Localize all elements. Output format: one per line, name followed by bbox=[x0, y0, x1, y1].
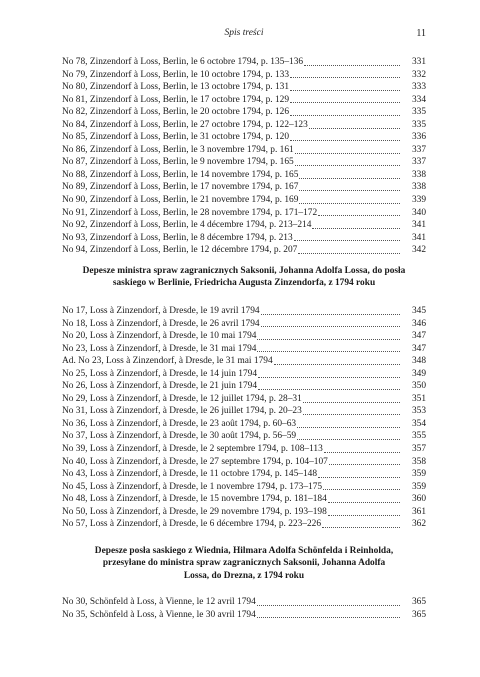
toc-entry-page: 362 bbox=[411, 519, 426, 530]
dot-leader bbox=[257, 343, 400, 352]
toc-entry bbox=[62, 94, 426, 107]
toc-list-zinzendorf-berlin bbox=[62, 56, 426, 257]
toc-entry-page: 342 bbox=[411, 245, 426, 256]
toc-entry-page: 365 bbox=[411, 609, 426, 620]
toc-entry-title: No 87, Zinzendorf à Loss, Berlin, le 9 novembre 1794, p. 165 bbox=[62, 157, 294, 168]
toc-entry-page: 335 bbox=[411, 119, 426, 130]
toc-entry bbox=[62, 194, 426, 207]
toc-entry bbox=[62, 69, 426, 82]
dot-leader bbox=[318, 469, 400, 478]
toc-entry bbox=[62, 144, 426, 157]
toc-entry-title: No 45, Loss à Zinzendorf, à Dresde, le 1 novembre 1794, p. 173–175 bbox=[62, 481, 323, 492]
toc-entry-title: No 20, Loss à Zinzendorf, à Dresde, le 10 mai 1794 bbox=[62, 331, 257, 342]
toc-entry-page: 353 bbox=[411, 406, 426, 417]
toc-entry bbox=[62, 219, 426, 232]
dot-leader bbox=[322, 519, 400, 528]
toc-entry bbox=[62, 405, 426, 418]
toc-entry bbox=[62, 468, 426, 481]
toc-entry-title: No 36, Loss à Zinzendorf, à Dresde, le 23 août 1794, p. 60–63 bbox=[62, 418, 297, 429]
toc-entry bbox=[62, 207, 426, 220]
toc-entry bbox=[62, 181, 426, 194]
toc-entry-title: No 81, Zinzendorf à Loss, Berlin, le 17 octobre 1794, p. 129 bbox=[62, 94, 290, 105]
section-heading-line: przesyłane do ministra spraw zagranicznych Saksonii, Johanna Adolfa bbox=[102, 558, 386, 569]
toc-entry-title: No 39, Loss à Zinzendorf, à Dresde, le 2 septembre 1794, p. 108–113 bbox=[62, 444, 323, 455]
toc-entry-title: No 25, Loss à Zinzendorf, à Dresde, le 14 juin 1794 bbox=[62, 368, 258, 379]
toc-entry-title: No 82, Zinzendorf à Loss, Berlin, le 20 octobre 1794, p. 126 bbox=[62, 107, 290, 118]
dot-leader bbox=[303, 394, 400, 403]
dot-leader bbox=[290, 82, 400, 91]
toc-entry bbox=[62, 456, 426, 469]
toc-entry-title: No 26, Loss à Zinzendorf, à Dresde, le 21 juin 1794 bbox=[62, 381, 258, 392]
toc-list-schonfeld-vienne bbox=[62, 596, 426, 621]
dot-leader bbox=[318, 207, 400, 216]
section-heading-line: Lossa, do Drezna, z 1794 roku bbox=[183, 570, 305, 581]
toc-entry bbox=[62, 131, 426, 144]
toc-entry bbox=[62, 56, 426, 69]
toc-entry-title: No 88, Zinzendorf à Loss, Berlin, le 14 novembre 1794, p. 165 bbox=[62, 169, 299, 180]
dot-leader bbox=[295, 157, 400, 166]
toc-entry-page: 354 bbox=[411, 418, 426, 429]
toc-entry bbox=[62, 81, 426, 94]
toc-entry-page: 358 bbox=[411, 456, 426, 467]
dot-leader bbox=[290, 132, 400, 141]
toc-entry-page: 359 bbox=[411, 469, 426, 480]
toc-entry bbox=[62, 156, 426, 169]
toc-entry-page: 335 bbox=[411, 107, 426, 118]
toc-entry bbox=[62, 169, 426, 182]
toc-entry-page: 347 bbox=[411, 331, 426, 342]
toc-entry-page: 334 bbox=[411, 94, 426, 105]
toc-entry bbox=[62, 368, 426, 381]
dot-leader bbox=[297, 431, 400, 440]
toc-entry-page: 341 bbox=[411, 220, 426, 231]
dot-leader bbox=[290, 69, 400, 78]
toc-entry-page: 348 bbox=[411, 356, 426, 367]
toc-entry bbox=[62, 393, 426, 406]
toc-entry-title: No 94, Zinzendorf à Loss, Berlin, le 12 décembre 1794, p. 207 bbox=[62, 245, 298, 256]
toc-entry-page: 350 bbox=[411, 381, 426, 392]
dot-leader bbox=[274, 356, 400, 365]
toc-entry bbox=[62, 330, 426, 343]
toc-entry-page: 351 bbox=[411, 393, 426, 404]
toc-entry-page: 331 bbox=[411, 57, 426, 67]
toc-entry-page: 338 bbox=[411, 169, 426, 180]
toc-entry-title: No 57, Loss à Zinzendorf, à Dresde, le 6 décembre 1794, p. 223–226 bbox=[62, 519, 322, 530]
toc-entry bbox=[62, 119, 426, 132]
toc-entry-title: No 37, Loss à Zinzendorf, à Dresde, le 30 août 1794, p. 56–59 bbox=[62, 431, 297, 442]
toc-entry-title: No 85, Zinzendorf à Loss, Berlin, le 31 octobre 1794, p. 120 bbox=[62, 132, 290, 143]
toc-entry-page: 339 bbox=[411, 195, 426, 206]
toc-entry bbox=[62, 506, 426, 519]
toc-entry-title: No 29, Loss à Zinzendorf, à Dresde, le 12 juillet 1794, p. 28–31 bbox=[62, 393, 302, 404]
dot-leader bbox=[328, 507, 400, 516]
dot-leader bbox=[324, 444, 400, 453]
dot-leader bbox=[323, 481, 400, 490]
dot-leader bbox=[329, 456, 400, 465]
section-heading-schonfeld-depesze bbox=[62, 545, 426, 582]
toc-entry-page: 347 bbox=[411, 343, 426, 354]
toc-entry-page: 337 bbox=[411, 157, 426, 168]
dot-leader bbox=[261, 306, 400, 315]
toc-entry bbox=[62, 493, 426, 506]
toc-entry-page: 345 bbox=[411, 306, 426, 316]
toc-entry bbox=[62, 318, 426, 331]
toc-entry bbox=[62, 106, 426, 119]
dot-leader bbox=[258, 381, 400, 390]
dot-leader bbox=[299, 195, 400, 204]
toc-entry-title: No 40, Loss à Zinzendorf, à Dresde, le 27 septembre 1794, p. 104–107 bbox=[62, 456, 328, 467]
section-heading-loss-depesze bbox=[62, 265, 426, 290]
dot-leader bbox=[299, 182, 400, 191]
toc-entry bbox=[62, 305, 426, 318]
toc-entry-page: 340 bbox=[411, 207, 426, 218]
toc-entry bbox=[62, 443, 426, 456]
dot-leader bbox=[304, 57, 400, 66]
toc-entry-title: No 93, Zinzendorf à Loss, Berlin, le 8 décembre 1794, p. 213 bbox=[62, 232, 293, 243]
toc-entry-title: No 23, Loss à Zinzendorf, à Dresde, le 31 mai 1794 bbox=[62, 343, 257, 354]
dot-leader bbox=[328, 494, 400, 503]
toc-entry-page: 333 bbox=[411, 82, 426, 93]
page-number: 11 bbox=[416, 28, 426, 39]
toc-entry-page: 338 bbox=[411, 182, 426, 193]
section-heading-line: saskiego w Berlinie, Friedricha Augusta Zinzendorfa, z 1794 roku bbox=[112, 278, 376, 289]
dot-leader bbox=[295, 145, 400, 154]
toc-entry-page: 361 bbox=[411, 506, 426, 517]
toc-entry-title: No 92, Zinzendorf à Loss, Berlin, le 4 décembre 1794, p. 213–214 bbox=[62, 220, 312, 231]
toc-entry bbox=[62, 232, 426, 245]
dot-leader bbox=[294, 232, 400, 241]
toc-entry-title: No 86, Zinzendorf à Loss, Berlin, le 3 novembre 1794, p. 161 bbox=[62, 144, 294, 155]
toc-entry-page: 355 bbox=[411, 431, 426, 442]
toc-entry-page: 349 bbox=[411, 368, 426, 379]
toc-entry bbox=[62, 481, 426, 494]
toc-entry-title: No 18, Loss à Zinzendorf, à Dresde, le 26 avril 1794 bbox=[62, 318, 260, 329]
section-heading-line: Depesze ministra spraw zagranicznych Saksonii, Johanna Adolfa Lossa, do posła bbox=[82, 266, 406, 276]
running-title: Spis treści bbox=[224, 28, 264, 38]
page-header bbox=[62, 28, 426, 42]
toc-entry-page: 337 bbox=[411, 144, 426, 155]
toc-entry-title: No 84, Zinzendorf à Loss, Berlin, le 27 octobre 1794, p. 122–123 bbox=[62, 119, 308, 130]
dot-leader bbox=[257, 597, 400, 606]
toc-entry-title: No 48, Loss à Zinzendorf, à Dresde, le 15 novembre 1794, p. 181–184 bbox=[62, 494, 327, 505]
toc-entry bbox=[62, 518, 426, 531]
toc-entry-title: No 17, Loss à Zinzendorf, à Dresde, le 19 avril 1794 bbox=[62, 306, 260, 316]
dot-leader bbox=[290, 94, 400, 103]
dot-leader bbox=[257, 331, 400, 340]
toc-entry bbox=[62, 244, 426, 257]
dot-leader bbox=[298, 245, 400, 254]
dot-leader bbox=[299, 170, 400, 179]
toc-entry bbox=[62, 355, 426, 368]
toc-entry bbox=[62, 596, 426, 609]
dot-leader bbox=[261, 318, 400, 327]
toc-entry-title: No 91, Zinzendorf à Loss, Berlin, le 28 novembre 1794, p. 171–172 bbox=[62, 207, 318, 218]
toc-entry-title: No 43, Loss à Zinzendorf, à Dresde, le 11 octobre 1794, p. 145–148 bbox=[62, 469, 318, 480]
toc-entry-title: No 89, Zinzendorf à Loss, Berlin, le 17 novembre 1794, p. 167 bbox=[62, 182, 299, 193]
toc-entry-page: 360 bbox=[411, 494, 426, 505]
dot-leader bbox=[309, 120, 400, 129]
toc-entry bbox=[62, 343, 426, 356]
dot-leader bbox=[303, 406, 400, 415]
toc-entry-title: No 78, Zinzendorf à Loss, Berlin, le 6 octobre 1794, p. 135–136 bbox=[62, 57, 304, 67]
toc-entry-title: No 30, Schönfeld à Loss, à Vienne, le 12 avril 1794 bbox=[62, 597, 256, 607]
toc-entry-title: No 50, Loss à Zinzendorf, à Dresde, le 29 novembre 1794, p. 193–198 bbox=[62, 506, 327, 517]
toc-entry-page: 359 bbox=[411, 481, 426, 492]
toc-entry-title: No 90, Zinzendorf à Loss, Berlin, le 21 novembre 1794, p. 169 bbox=[62, 195, 299, 206]
toc-entry-title: Ad. No 23, Loss à Zinzendorf, à Dresde, le 31 mai 1794 bbox=[62, 356, 273, 367]
dot-leader bbox=[290, 107, 400, 116]
toc-entry-title: No 79, Zinzendorf à Loss, Berlin, le 10 octobre 1794, p. 133 bbox=[62, 69, 290, 80]
toc-entry-title: No 31, Loss à Zinzendorf, à Dresde, le 26 juillet 1794, p. 20–23 bbox=[62, 406, 302, 417]
toc-entry-page: 332 bbox=[411, 69, 426, 80]
toc-entry-page: 357 bbox=[411, 444, 426, 455]
toc-entry bbox=[62, 418, 426, 431]
toc-entry bbox=[62, 430, 426, 443]
dot-leader bbox=[258, 369, 400, 378]
dot-leader bbox=[257, 609, 400, 618]
toc-entry-title: No 35, Schönfeld à Loss, à Vienne, le 30 avril 1794 bbox=[62, 609, 256, 620]
dot-leader bbox=[297, 419, 400, 428]
toc-entry bbox=[62, 380, 426, 393]
toc-entry-page: 346 bbox=[411, 318, 426, 329]
toc-entry-page: 341 bbox=[411, 232, 426, 243]
toc-entry-page: 336 bbox=[411, 132, 426, 143]
toc-entry bbox=[62, 609, 426, 622]
section-heading-line: Depesze posła saskiego z Wiednia, Hilmara Adolfa Schönfelda i Reinholda, bbox=[94, 546, 394, 556]
toc-entry-page: 365 bbox=[411, 597, 426, 607]
dot-leader bbox=[312, 220, 400, 229]
toc-entry-title: No 80, Zinzendorf à Loss, Berlin, le 13 octobre 1794, p. 131 bbox=[62, 82, 290, 93]
toc-list-loss-dresde bbox=[62, 305, 426, 531]
